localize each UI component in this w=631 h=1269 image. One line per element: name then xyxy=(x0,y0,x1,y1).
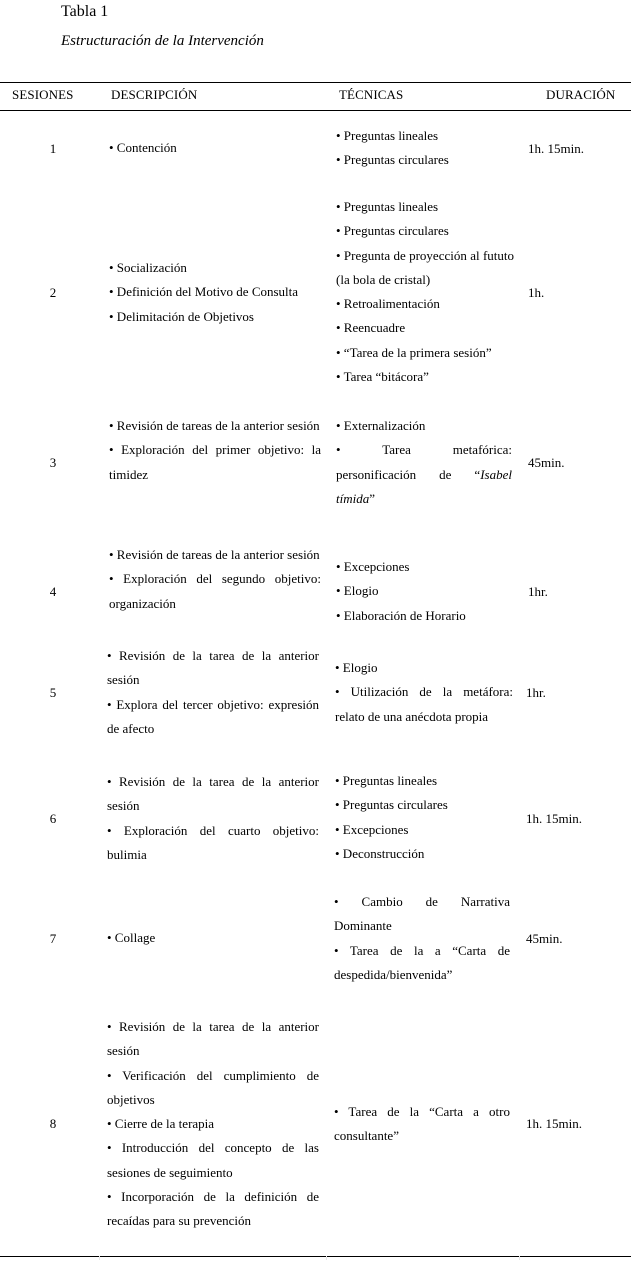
technique-item: • Tarea de la “Carta a otro consultante” xyxy=(334,1104,510,1144)
header-sesiones: SESIONES xyxy=(12,87,74,102)
session-duration: 1hr. xyxy=(526,685,546,700)
description-item: • Exploración del primer objetivo: la timidez xyxy=(109,442,321,482)
column-separator xyxy=(326,1256,327,1260)
header-duracion: DURACIÓN xyxy=(546,87,616,102)
description-item: • Introducción del concepto de las sesiones de seguimiento xyxy=(107,1140,319,1180)
table-title: Estructuración de la Intervención xyxy=(61,33,264,49)
session-duration: 45min. xyxy=(526,931,563,946)
description-item: • Delimitación de Objetivos xyxy=(109,308,254,324)
technique-item: • Preguntas circulares xyxy=(336,223,449,239)
table-bottom-rule xyxy=(0,1256,631,1257)
technique-item: • Excepciones xyxy=(336,559,410,574)
technique-item: • Externalización xyxy=(336,418,426,433)
technique-item: • Excepciones xyxy=(335,821,409,837)
technique-item: • Preguntas circulares xyxy=(335,797,448,813)
technique-item: • Elaboración de Horario xyxy=(336,607,466,623)
description-item: • Socialización xyxy=(109,260,187,275)
table-number: Tabla 1 xyxy=(61,3,109,20)
header-tecnicas: TÉCNICAS xyxy=(339,87,404,102)
session-number: 6 xyxy=(49,811,57,826)
description-item: • Revisión de tareas de la anterior sesión xyxy=(109,547,320,562)
session-description xyxy=(107,770,319,867)
description-item: • Revisión de la tarea de la anterior sesión xyxy=(107,774,319,814)
session-description xyxy=(107,644,319,741)
technique-item: • Tarea de la a “Carta de despedida/bienvenida” xyxy=(334,942,510,982)
session-duration: 45min. xyxy=(528,455,565,470)
session-description xyxy=(107,1015,319,1234)
technique-item: • Retroalimentación xyxy=(336,296,440,312)
technique-item: • Pregunta de proyección al fututo (la bola de cristal) xyxy=(336,247,514,287)
technique-item: • Preguntas lineales xyxy=(335,773,438,788)
description-item: • Exploración del segundo objetivo: organización xyxy=(109,571,321,611)
session-duration: 1h. 15min. xyxy=(526,1116,582,1131)
description-item: • Revisión de la tarea de la anterior sesión xyxy=(107,1019,319,1059)
session-number: 7 xyxy=(49,931,57,946)
session-techniques xyxy=(336,555,514,628)
description-item: • Incorporación de la definición de recaídas para su prevención xyxy=(107,1189,319,1229)
description-item: • Verificación del cumplimiento de objetivos xyxy=(107,1067,319,1107)
description-item: • Revisión de tareas de la anterior sesión xyxy=(109,418,320,433)
header-bottom-rule xyxy=(0,110,631,111)
session-duration: 1h. 15min. xyxy=(526,811,582,826)
description-item: • Revisión de la tarea de la anterior sesión xyxy=(107,648,319,688)
technique-item: • Elogio xyxy=(335,660,378,675)
session-description xyxy=(109,136,324,160)
session-duration: 1h. 15min. xyxy=(528,141,584,156)
session-techniques xyxy=(336,414,512,511)
session-duration: 1hr. xyxy=(528,584,548,599)
table-top-rule xyxy=(0,82,631,83)
technique-item: • Elogio xyxy=(336,583,379,599)
description-item: • Explora del tercer objetivo: expresión de afecto xyxy=(107,696,319,736)
technique-item: • Tarea metafórica: personificación de “Isabel tímida” xyxy=(336,442,512,506)
description-item: • Exploración del cuarto objetivo: bulimia xyxy=(107,822,319,862)
session-techniques xyxy=(335,769,513,866)
session-number: 1 xyxy=(49,141,57,156)
description-item: • Collage xyxy=(107,930,156,945)
header-descripcion: DESCRIPCIÓN xyxy=(111,87,198,102)
technique-item: • Preguntas lineales xyxy=(336,199,439,214)
session-number: 4 xyxy=(49,584,57,599)
session-number: 5 xyxy=(49,685,57,700)
technique-item: • Utilización de la metáfora: relato de una anécdota propia xyxy=(335,684,513,724)
technique-item: • Preguntas circulares xyxy=(336,152,449,168)
technique-item: • Cambio de Narrativa Dominante xyxy=(334,894,510,934)
description-item: • Cierre de la terapia xyxy=(107,1116,215,1132)
session-number: 8 xyxy=(49,1116,57,1131)
technique-item: • Deconstrucción xyxy=(335,845,425,861)
session-techniques xyxy=(334,890,510,987)
technique-item: • Reencuadre xyxy=(336,320,406,336)
session-description xyxy=(107,926,319,950)
session-number: 2 xyxy=(49,285,57,300)
session-description xyxy=(109,256,324,329)
technique-item: • Preguntas lineales xyxy=(336,128,439,143)
session-techniques xyxy=(335,656,513,729)
session-number: 3 xyxy=(49,455,57,470)
description-item: • Definición del Motivo de Consulta xyxy=(109,284,299,300)
session-techniques xyxy=(336,124,514,173)
session-duration: 1h. xyxy=(528,285,545,300)
session-description xyxy=(109,414,321,487)
technique-item: • Tarea “bitácora” xyxy=(336,369,429,385)
session-techniques xyxy=(336,195,514,389)
column-separator xyxy=(519,1256,520,1260)
description-item: • Contención xyxy=(109,140,177,155)
session-description xyxy=(109,543,321,616)
session-techniques xyxy=(334,1100,510,1149)
column-separator xyxy=(99,1256,100,1260)
technique-item: • “Tarea de la primera sesión” xyxy=(336,344,492,360)
